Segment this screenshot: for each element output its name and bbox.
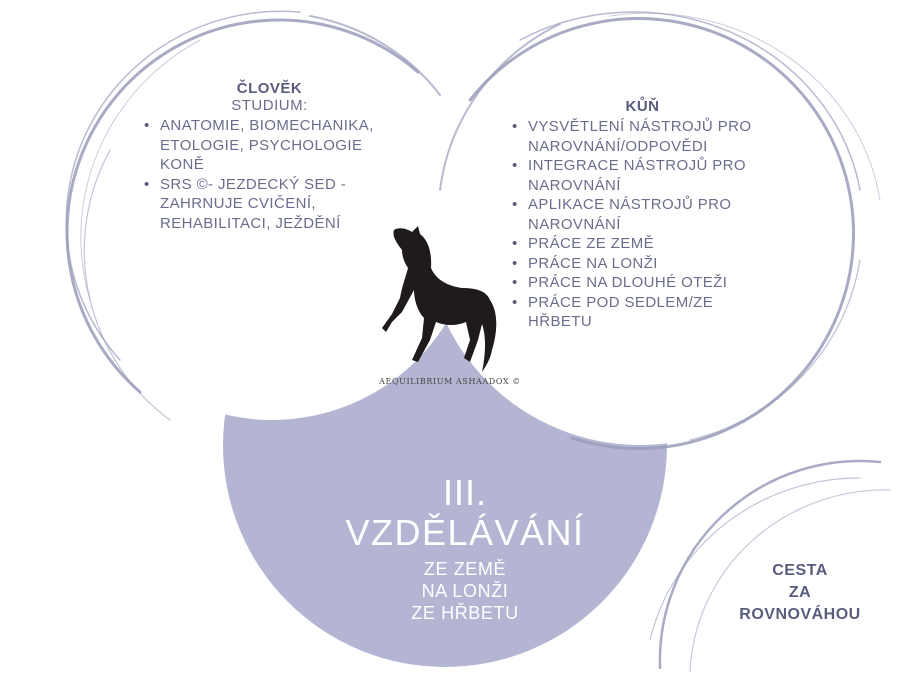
path-label [715,560,885,626]
education-number: III. [442,472,487,513]
list-item: • VYSVĚTLENÍ NÁSTROJŮ PRO NAROVNÁNÍ/ODPOVĚDI [528,117,775,156]
horse-section [510,98,775,332]
human-subtitle: STUDIUM: [231,97,308,114]
list-item: • PRÁCE NA LONŽI [528,254,775,274]
brand-caption: AEQUILIBRIUM ASHAADOX © [379,377,521,386]
list-item: • PRÁCE ZE ZEMĚ [528,234,775,254]
horse-title: KŮŇ [625,98,660,115]
human-list [142,116,397,233]
education-title: VZDĚLÁVÁNÍ [345,512,585,553]
human-title: ČLOVĚK [236,80,303,97]
path-line: CESTA [772,562,828,579]
path-line: ZA [788,584,812,601]
education-line: ZE ZEMĚ [423,559,507,579]
education-line: ZE HŘBETU [411,603,519,623]
education-line: NA LONŽI [421,581,509,601]
list-item: • APLIKACE NÁSTROJŮ PRO NAROVNÁNÍ [528,195,775,234]
list-item: • ANATOMIE, BIOMECHANIKA, ETOLOGIE, PSYCHOLOGIE KONĚ [160,116,397,175]
list-item: • INTEGRACE NÁSTROJŮ PRO NAROVNÁNÍ [528,156,775,195]
horse-list [510,117,775,332]
list-item: • SRS ©- JEZDECKÝ SED - ZAHRNUJE CVIČENÍ, REHABILITACI, JEŽDĚNÍ [160,175,397,234]
education-section [300,474,630,624]
list-item: • PRÁCE POD SEDLEM/ZE HŘBETU [528,293,775,332]
path-line: ROVNOVÁHOU [739,606,861,623]
list-item: • PRÁCE NA DLOUHÉ OTEŽI [528,273,775,293]
human-section [142,80,397,233]
